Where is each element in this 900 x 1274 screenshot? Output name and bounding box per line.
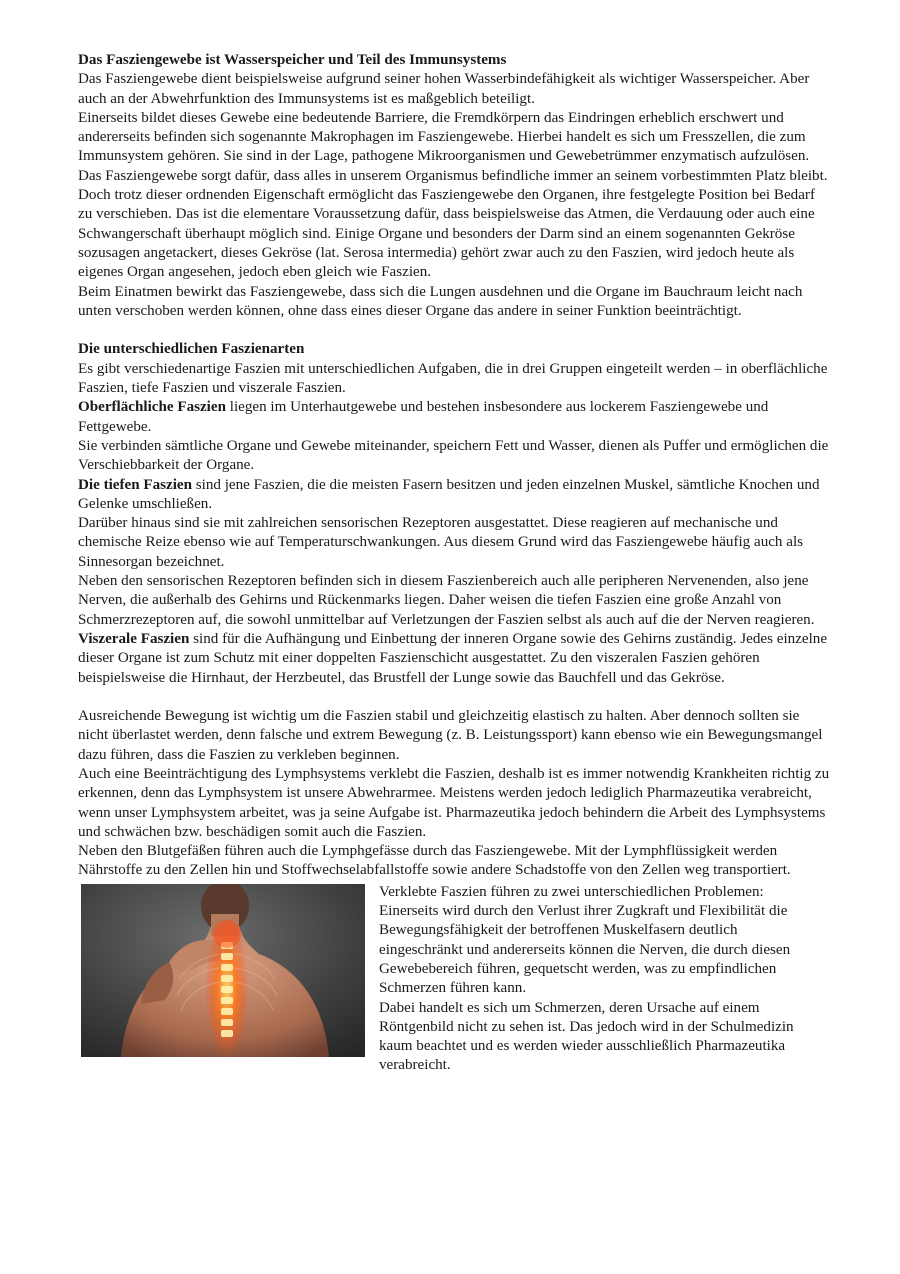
paragraph: Neben den sensorischen Rezeptoren befinden sich in diesem Faszienbereich auch alle peripheren Nervenenden, also jene Nerven, die außerhalb des Gehirns und Rückenmarks liegen. Daher weisen die tiefen Faszien eine große Anzahl von Schmerzrezeptoren auf, die sowohl unmittelbar auf Verletzungen der Faszien selbst als auch auf die der Nerven reagieren. bbox=[78, 573, 815, 628]
paragraph-visceral-fascia: Viszerale Faszien sind für die Aufhängung und Einbettung der inneren Organe sowie des Gehirns zuständig. Jedes einzelne dieser Organe ist zum Schutz mit einer doppelten Faszienschicht ausgestattet. Zu den viszeralen Faszien gehören beispielsweise die Hirnhaut, der Herzbeutel, das Brustfell der Lunge sowie das Bauchfell und das Gekröse. bbox=[78, 630, 828, 686]
paragraph: Dabei handelt es sich um Schmerzen, deren Ursache auf einem Röntgenbild nicht zu sehen ist. Das jedoch wird in der Schulmedizin kaum beachtet und es werden wieder ausschließlich Pharmazeutika verabreicht. bbox=[379, 999, 794, 1074]
section-heading-immune: Das Fasziengewebe ist Wasserspeicher und Teil des Immunsystems bbox=[78, 52, 507, 68]
figure-caption-text bbox=[379, 883, 819, 1076]
paragraph-deep-fascia: Die tiefen Faszien sind jene Faszien, die die meisten Fasern besitzen und jeden einzelnen Muskel, sämtliche Knochen und Gelenke umschließen. bbox=[78, 476, 820, 512]
section-heading-fascia-types: Die unterschiedlichen Faszienarten bbox=[78, 341, 305, 358]
back-pain-photo bbox=[81, 884, 365, 1057]
paragraph-superficial-fascia: Oberflächliche Faszien liegen im Unterhautgewebe und bestehen insbesondere aus lockerem Fasziengewebe und Fettgewebe. bbox=[78, 399, 769, 435]
term-superficial-fascia: Oberflächliche Faszien bbox=[78, 399, 226, 416]
paragraph: Einerseits bildet dieses Gewebe eine bedeutende Barriere, die Fremdkörpern das Eindringen erheblich erschwert und andererseits befinden sich sogenannte Makrophagen im Fasziengewebe. Hierbei handelt es sich um Fresszellen, die zum Immunsystem gehören. Sie sind in der Lage, pathogene Mikroorganismen und Gewebetrümmer enzymatisch aufzulösen. bbox=[78, 109, 810, 165]
paragraph: Neben den Blutgefäßen führen auch die Lymphgefässe durch das Fasziengewebe. Mit der Lymphflüssigkeit werden Nährstoffe zu den Zellen hin und Stoffwechselabfallstoffe sowie andere Schadstoffe von den Zellen weg transportiert. bbox=[78, 843, 791, 879]
term-deep-fascia: Die tiefen Faszien bbox=[78, 476, 193, 493]
paragraph: Darüber hinaus sind sie mit zahlreichen sensorischen Rezeptoren ausgestattet. Diese reagieren auf mechanische und chemische Reize ebenso wie auf Temperaturschwankungen. Aus diesem Grund wird das Fasziengewebe häufig auch als Sinnesorgan bezeichnet. bbox=[78, 515, 804, 570]
paragraph: Es gibt verschiedenartige Faszien mit unterschiedlichen Aufgaben, die in drei Gruppen eingeteilt werden – in oberflächliche Faszien, tiefe Faszien und viszerale Faszien. bbox=[78, 360, 828, 397]
term-visceral-fascia: Viszerale Faszien bbox=[78, 630, 190, 647]
paragraph: Sie verbinden sämtliche Organe und Gewebe miteinander, speichern Fett und Wasser, dienen als Puffer und ermöglichen die Verschiebbarkeit der Organe. bbox=[78, 437, 829, 474]
paragraph: Das Fasziengewebe dient beispielsweise aufgrund seiner hohen Wasserbindefähigkeit als wichtiger Wasserspeicher. Aber auch an der Abwehrfunktion des Immunsystems ist es maßgeblich beteiligt. bbox=[78, 71, 810, 107]
blank-line bbox=[78, 321, 830, 340]
figure-with-text bbox=[78, 884, 830, 1076]
paragraph: Das Fasziengewebe sorgt dafür, dass alles in unserem Organismus befindliche immer an seinem vorbestimmten Platz bleibt. bbox=[78, 167, 828, 184]
paragraph: Beim Einatmen bewirkt das Fasziengewebe, dass sich die Lungen ausdehnen und die Organe im Bauchraum leicht nach unten verschoben werden können, ohne dass eines dieser Organe das andere in seiner Funktion beeinträchtigt. bbox=[78, 283, 803, 319]
blank-line bbox=[78, 688, 830, 707]
paragraph: Verklebte Faszien führen zu zwei unterschiedlichen Problemen: Einerseits wird durch den Verlust ihrer Zugkraft und Flexibilität die Bewegungsfähigkeit der betroffenen Muskelfasern deutlich eingeschränkt und andererseits können die Nerven, die durch diesen Gewebebereich führen, gequetscht werden, was zu empfindlichen Schmerzen führen kann. bbox=[379, 883, 791, 997]
paragraph: Doch trotz dieser ordnenden Eigenschaft ermöglicht das Fasziengewebe den Organen, ihre festgelegte Position bei Bedarf zu verschieben. Das ist die elementare Voraussetzung dafür, dass beispielsweise das Atmen, die Verdauung oder auch eine Schwangerschaft überhaupt möglich sind. Einige Organe und besonders der Darm sind an einem sogenannten Gekröse sozusagen angetackert, dieses Gekröse (lat. Serosa intermedia) gehört zwar auch zu den Faszien, wird jedoch heute als eigenes Organ angesehen, jedoch eben gleich wie Faszien. bbox=[78, 187, 815, 281]
paragraph: Ausreichende Bewegung ist wichtig um die Faszien stabil und gleichzeitig elastisch zu halten. Aber dennoch sollten sie nicht überlastet werden, denn falsche und extrem Bewegung (z. B. Leistungssport) kann ebenso wie ein Bewegungsmangel dazu führen, dass die Faszien zu verkleben beginnen. bbox=[78, 708, 823, 763]
paragraph: Auch eine Beeinträchtigung des Lymphsystems verklebt die Faszien, deshalb ist es immer notwendig Krankheiten richtig zu erkennen, denn das Lymphsystem ist unsere Abwehrarmee. Meistens werden jedoch lediglich Pharmazeutika verabreicht, wenn unser Lymphsystem arbeitet, was ja seine Aufgabe ist. Pharmazeutika jedoch behindern die Arbeit des Lymphsystems und schwächen bzw. beschädigen somit auch die Faszien. bbox=[78, 765, 830, 840]
